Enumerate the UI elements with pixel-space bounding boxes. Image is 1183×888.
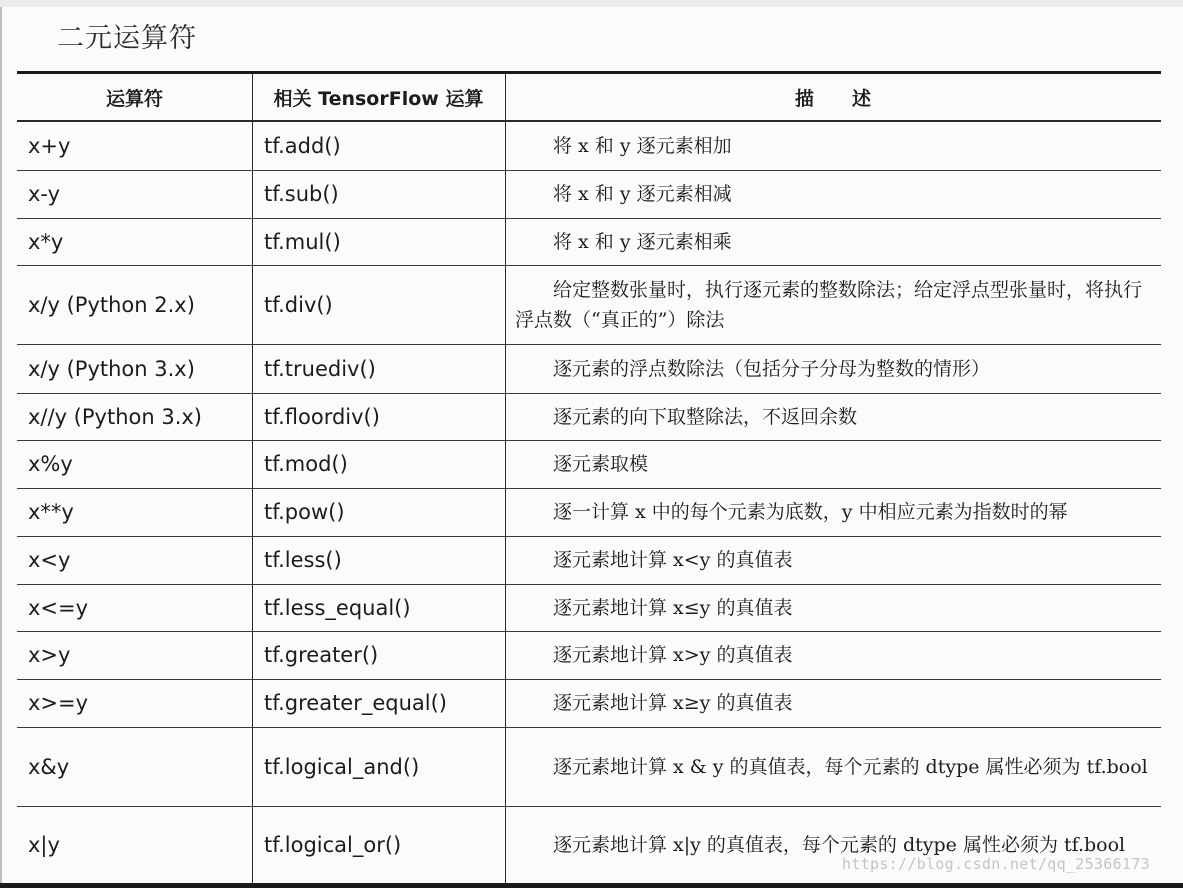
operator-cell: x>=y — [28, 691, 89, 715]
description-cell: 逐元素地计算 x<y 的真值表 — [553, 549, 793, 571]
tensorflow-op-cell: tf.logical_and() — [264, 754, 420, 779]
description-cell: 逐元素取模 — [553, 453, 649, 475]
description-cell: 逐元素地计算 x & y 的真值表，每个元素的 dtype 属性必须为 tf.bool — [553, 755, 1148, 778]
tensorflow-op-cell: tf.truediv() — [264, 356, 376, 381]
watermark: https://blog.csdn.net/qq_25366173 — [842, 855, 1150, 873]
operator-cell: x%y — [28, 452, 73, 476]
header-operator: 运算符 — [105, 88, 163, 110]
tensorflow-op-cell: tf.mul() — [264, 229, 341, 254]
operator-cell: x/y (Python 3.x) — [28, 356, 195, 381]
page-top-edge — [0, 0, 1183, 7]
page-bottom-edge — [0, 883, 1183, 888]
section-title: 二元运算符 — [57, 23, 197, 54]
tensorflow-op-cell: tf.add() — [264, 133, 341, 158]
description-cell: 逐元素地计算 x≤y 的真值表 — [553, 596, 793, 619]
tensorflow-op-cell: tf.greater_equal() — [264, 691, 448, 715]
description-cell: 逐元素地计算 x≥y 的真值表 — [553, 692, 793, 714]
tensorflow-op-cell: tf.pow() — [264, 500, 345, 524]
operator-cell: x**y — [28, 500, 74, 524]
operator-cell: x<=y — [28, 595, 89, 620]
description-cell: 逐一计算 x 中的每个元素为底数，y 中相应元素为指数时的幂 — [553, 501, 1068, 523]
page-left-edge — [0, 0, 2, 888]
operator-cell: x/y (Python 2.x) — [28, 292, 195, 317]
column-divider — [252, 74, 253, 884]
operator-cell: x|y — [28, 833, 60, 857]
operator-cell: x<y — [28, 548, 71, 572]
tensorflow-op-cell: tf.sub() — [264, 182, 339, 206]
description-cell: 逐元素地计算 x|y 的真值表，每个元素的 dtype 属性必须为 tf.bool — [553, 834, 1126, 856]
description-cell: 逐元素的浮点数除法（包括分子分母为整数的情形） — [553, 357, 991, 380]
column-divider — [505, 74, 506, 884]
operator-cell: x&y — [28, 754, 70, 779]
operator-cell: x//y (Python 3.x) — [28, 404, 202, 429]
tensorflow-op-cell: tf.logical_or() — [264, 833, 402, 857]
description-cell: 逐元素地计算 x>y 的真值表 — [553, 644, 793, 666]
tensorflow-op-cell: tf.less_equal() — [264, 595, 411, 620]
description-cell: 将 x 和 y 逐元素相减 — [553, 183, 732, 205]
header-tensorflow-op: 相关 TensorFlow 运算 — [273, 88, 484, 110]
operator-cell: x-y — [28, 182, 61, 206]
description-cell: 将 x 和 y 逐元素相加 — [553, 134, 732, 157]
description-cell: 将 x 和 y 逐元素相乘 — [553, 230, 732, 253]
operator-cell: x*y — [28, 229, 64, 254]
tensorflow-op-cell: tf.div() — [264, 292, 333, 317]
description-cell: 逐元素的向下取整除法，不返回余数 — [553, 405, 858, 428]
operator-cell: x+y — [28, 133, 71, 158]
tensorflow-op-cell: tf.mod() — [264, 452, 348, 476]
tensorflow-op-cell: tf.less() — [264, 548, 342, 572]
header-description: 描 述 — [794, 88, 871, 110]
description-cell: 给定整数张量时，执行逐元素的整数除法；给定浮点型张量时，将执行浮点数（“真正的”）除法 — [515, 278, 1143, 331]
tensorflow-op-cell: tf.floordiv() — [264, 404, 380, 429]
operator-cell: x>y — [28, 643, 71, 667]
tensorflow-op-cell: tf.greater() — [264, 643, 379, 667]
